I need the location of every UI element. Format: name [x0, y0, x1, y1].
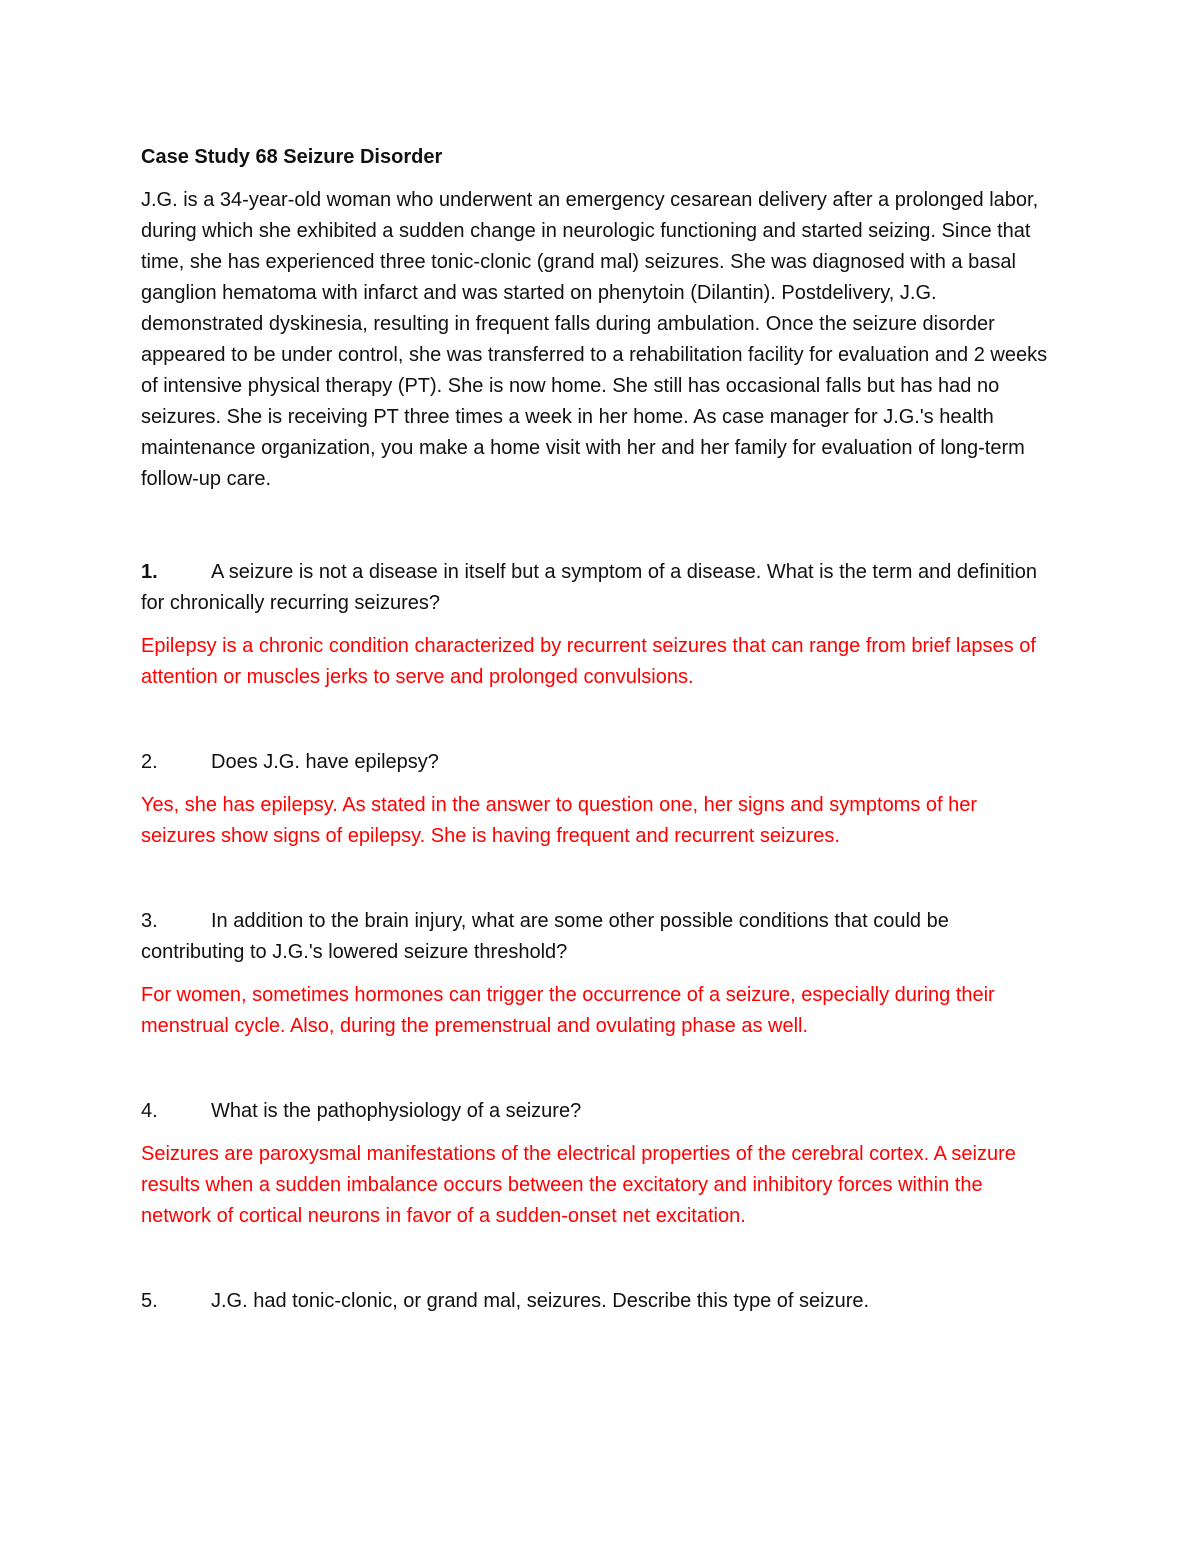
question-block-1: [141, 557, 1056, 693]
question-1: [141, 557, 1056, 619]
document-title: Case Study 68 Seizure Disorder: [141, 146, 443, 168]
question-number: 5.: [141, 1290, 158, 1312]
question-block-3: [141, 906, 1056, 1042]
question-text: Does J.G. have epilepsy?: [211, 751, 439, 773]
document-body: [141, 142, 1056, 1317]
case-intro-paragraph: J.G. is a 34-year-old woman who underwent an emergency cesarean delivery after a prolonged labor, during which she exhibited a sudden change in neurologic functioning and started seizing. Since that time, she has experienced three tonic-clonic (grand mal) seizures. She was diagnosed with a basal ganglion hematoma with infarct and was started on phenytoin (Dilantin). Postdelivery, J.G. demonstrated dyskinesia, resulting in frequent falls during ambulation. Once the seizure disorder appeared to be under control, she was transferred to a rehabilitation facility for evaluation and 2 weeks of intensive physical therapy (PT). She is now home. She still has occasional falls but has had no seizures. She is receiving PT three times a week in her home. As case manager for J.G.'s health maintenance organization, you make a home visit with her and her family for evaluation of long-term follow-up care.: [141, 189, 1048, 490]
question-3: [141, 906, 1056, 968]
question-text: J.G. had tonic-clonic, or grand mal, seizures. Describe this type of seizure.: [211, 1290, 870, 1312]
question-4: [141, 1096, 1056, 1127]
question-number: 1.: [141, 561, 158, 583]
question-text: In addition to the brain injury, what are some other possible conditions that could be contributing to J.G.'s lowered seizure threshold?: [141, 910, 949, 963]
answer-2: Yes, she has epilepsy. As stated in the answer to question one, her signs and symptoms of her seizures show signs of epilepsy. She is having frequent and recurrent seizures.: [141, 794, 978, 847]
answer-3: For women, sometimes hormones can trigger the occurrence of a seizure, especially during their menstrual cycle. Also, during the premenstrual and ovulating phase as well.: [141, 984, 995, 1037]
question-text: What is the pathophysiology of a seizure?: [211, 1100, 582, 1122]
answer-4: Seizures are paroxysmal manifestations of the electrical properties of the cerebral cortex. A seizure results when a sudden imbalance occurs between the excitatory and inhibitory forces within the network of cortical neurons in favor of a sudden-onset net excitation.: [141, 1143, 1016, 1227]
question-number: 4.: [141, 1100, 158, 1122]
question-block-2: [141, 747, 1056, 852]
question-number: 3.: [141, 910, 158, 932]
question-2: [141, 747, 1056, 778]
question-block-5: [141, 1286, 1056, 1317]
answer-1: Epilepsy is a chronic condition characterized by recurrent seizures that can range from brief lapses of attention or muscles jerks to serve and prolonged convulsions.: [141, 635, 1036, 688]
question-text: A seizure is not a disease in itself but a symptom of a disease. What is the term and definition for chronically recurring seizures?: [141, 561, 1037, 614]
question-5: [141, 1286, 1056, 1317]
question-number: 2.: [141, 751, 158, 773]
question-block-4: [141, 1096, 1056, 1232]
